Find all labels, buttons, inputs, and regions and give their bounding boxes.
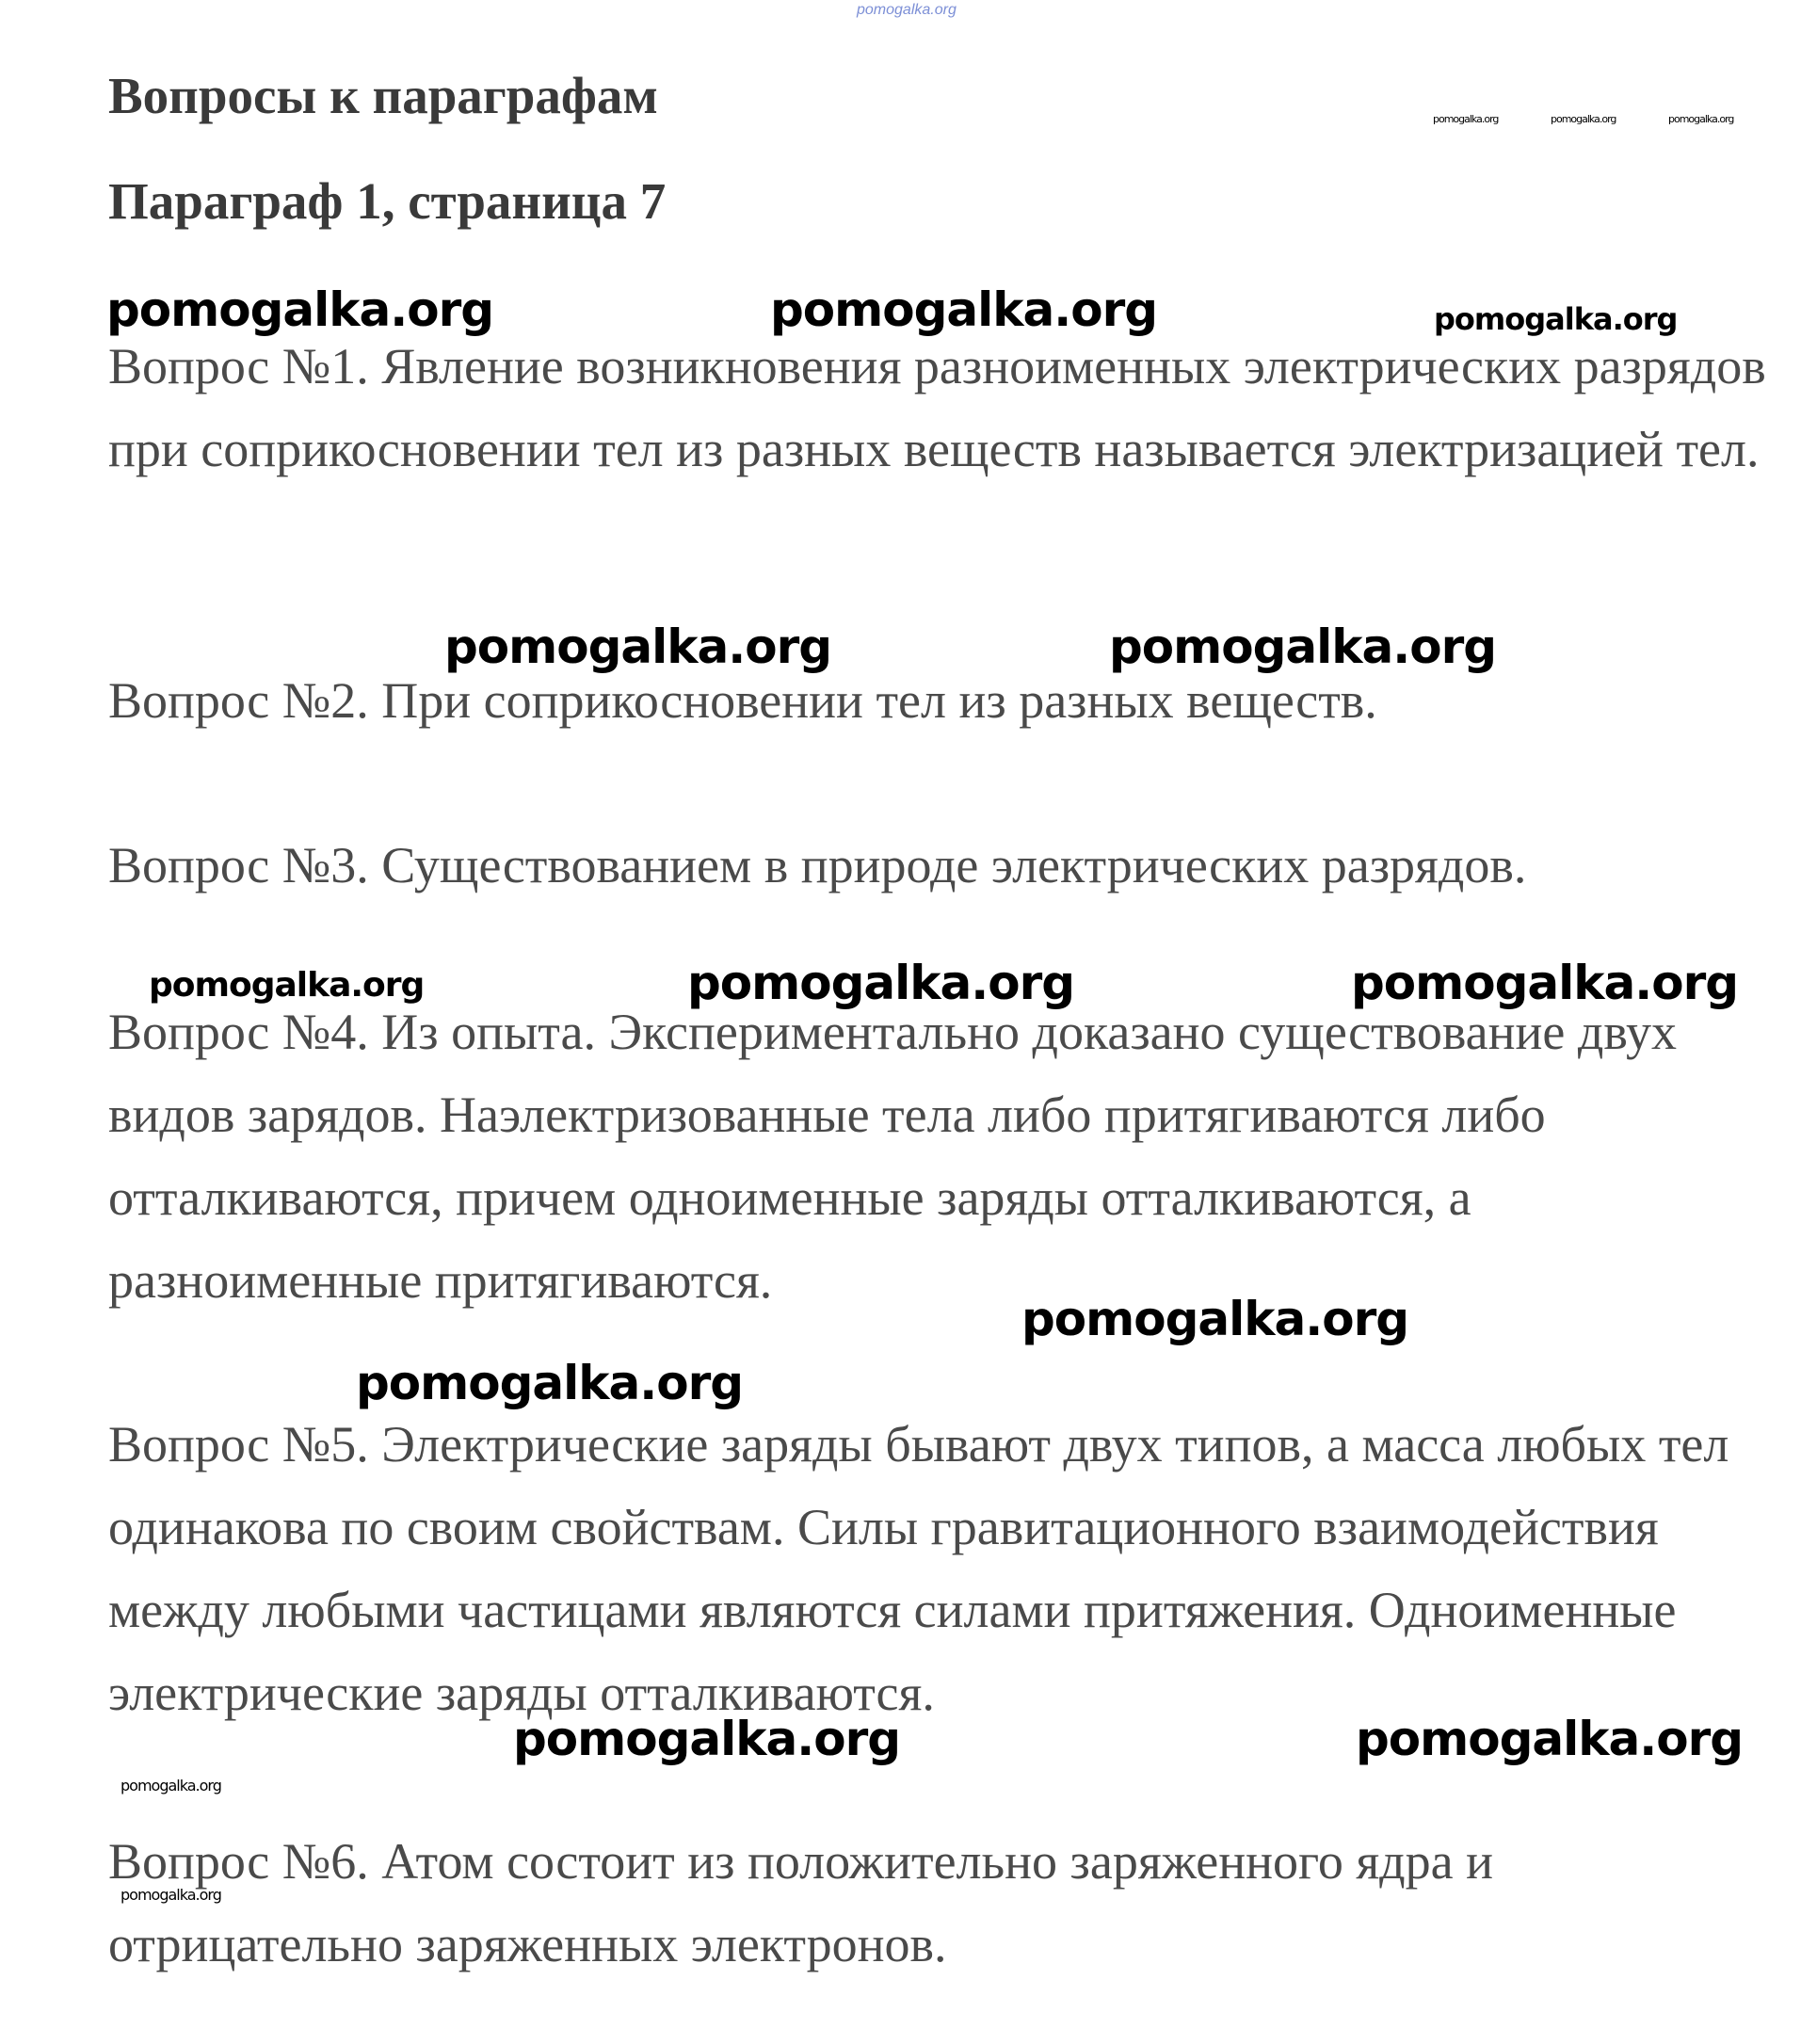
watermark: pomogalka.org	[121, 1886, 221, 1904]
question-2: Вопрос №2. При соприкосновении тел из разных веществ.	[108, 672, 1377, 729]
question-1: Вопрос №1. Явление возникновения разноименных электрических разрядов при соприкосновении тел из разных веществ называется электризацией тел.	[108, 338, 1766, 477]
watermark: pomogalka.org	[1021, 1292, 1409, 1346]
watermark: pomogalka.org	[1433, 113, 1499, 125]
question-5: Вопрос №5. Электрические заряды бывают двух типов, а масса любых тел одинакова по своим свойствам. Силы гравитационного взаимодействия между любыми частицами являются силами притяжения. Одноименные электрические заряды отталкиваются.	[108, 1416, 1729, 1721]
watermark: pomogalka.org	[106, 282, 494, 337]
watermark: pomogalka.org	[687, 956, 1075, 1010]
watermark: pomogalka.org	[513, 1712, 901, 1766]
watermark: pomogalka.org	[444, 620, 832, 674]
watermark: pomogalka.org	[149, 966, 425, 1005]
watermark: pomogalka.org	[770, 282, 1158, 337]
top-watermark: pomogalka.org	[857, 2, 957, 18]
page-title: Вопросы к параграфам	[108, 67, 658, 124]
section-subtitle: Параграф 1, страница 7	[108, 172, 667, 230]
watermark: pomogalka.org	[1109, 620, 1497, 674]
watermark: pomogalka.org	[1356, 1712, 1744, 1766]
watermark: pomogalka.org	[1551, 113, 1616, 125]
watermark: pomogalka.org	[121, 1777, 221, 1795]
watermark: pomogalka.org	[356, 1356, 744, 1410]
question-6: Вопрос №6. Атом состоит из положительно заряженного ядра и отрицательно заряженных электронов.	[108, 1833, 1493, 1972]
question-4: Вопрос №4. Из опыта. Экспериментально доказано существование двух видов зарядов. Наэлектризованные тела либо притягиваются либо отталкиваются, причем одноименные заряды отталкиваются, а разноименные притягиваются.	[108, 1004, 1678, 1309]
watermark: pomogalka.org	[1434, 301, 1678, 337]
watermark: pomogalka.org	[1351, 956, 1739, 1010]
watermark: pomogalka.org	[1668, 113, 1734, 125]
question-3: Вопрос №3. Существованием в природе электрических разрядов.	[108, 837, 1527, 893]
